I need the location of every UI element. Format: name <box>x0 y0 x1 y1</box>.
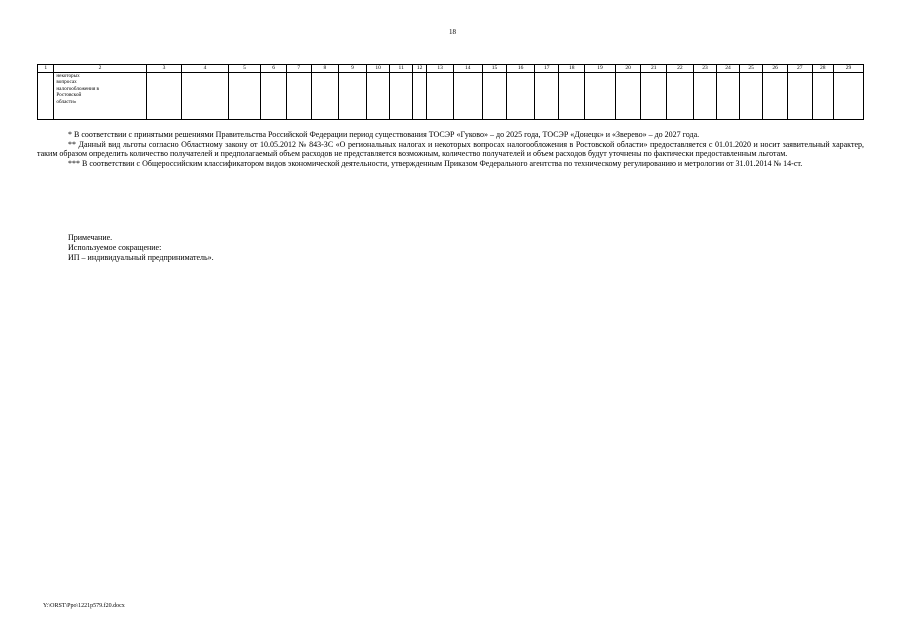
footnote-1: * В соответствии с принятыми решениями Правительства Российской Федерации период существования ТОСЭР «Гуково» – до 2025 года, ТОСЭР «Донецк» и «Зверево» – до 2027 года. <box>68 130 700 139</box>
table-cell <box>834 73 864 120</box>
table-cell <box>534 73 559 120</box>
column-number-cell: 6 <box>261 65 287 73</box>
table-cell <box>146 73 182 120</box>
row-description-line: Ростовской <box>56 92 82 99</box>
remarks <box>68 233 214 264</box>
column-number-cell: 25 <box>739 65 763 73</box>
table-cell <box>812 73 834 120</box>
table-cell <box>763 73 788 120</box>
remarks-subtitle: Используемое сокращение: <box>68 243 162 253</box>
column-number-cell: 12 <box>412 65 426 73</box>
row-description-line: налогообложения в <box>56 85 99 92</box>
data-table <box>37 64 864 120</box>
table-cell <box>739 73 763 120</box>
column-number-cell: 7 <box>286 65 311 73</box>
column-number-cell: 27 <box>787 65 812 73</box>
column-number-cell: 2 <box>54 65 146 73</box>
table-cell <box>667 73 694 120</box>
table-header-row <box>38 65 864 73</box>
table-cell <box>482 73 507 120</box>
column-number-cell: 5 <box>228 65 261 73</box>
column-number-cell: 28 <box>812 65 834 73</box>
column-number-cell: 20 <box>615 65 641 73</box>
column-number-cell: 10 <box>366 65 390 73</box>
table-cell <box>286 73 311 120</box>
column-number-cell: 9 <box>339 65 367 73</box>
table-cell <box>559 73 585 120</box>
column-number-cell: 11 <box>390 65 413 73</box>
column-number-cell: 14 <box>453 65 482 73</box>
column-number-cell: 15 <box>482 65 507 73</box>
column-number-cell: 13 <box>427 65 454 73</box>
column-number-cell: 17 <box>534 65 559 73</box>
file-path: Y:\ORST\Ppo\1221p579.f20.docx <box>43 603 125 609</box>
table-cell <box>390 73 413 120</box>
table-cell <box>641 73 667 120</box>
column-number-cell: 1 <box>38 65 54 73</box>
column-number-cell: 3 <box>146 65 182 73</box>
footnotes <box>37 130 864 168</box>
table-cell <box>427 73 454 120</box>
column-number-cell: 4 <box>182 65 228 73</box>
column-number-cell: 24 <box>717 65 740 73</box>
table-cell <box>693 73 717 120</box>
table-cell <box>182 73 228 120</box>
row-description-line: некоторых <box>56 73 80 79</box>
footnote-2: ** Данный вид льготы согласно Областному закону от 10.05.2012 № 843-ЗС «О региональных налогах и некоторых вопросах налогообложения в Ростовской области» предоставляется с 01.01.2020 и носит заявительный характер, таким образом определить количество получателей и предполагаемый объем расходов не представляется возможным, количество получателей и объем расходов будут уточнены по фактически предоставленным льготам. <box>37 139 864 159</box>
remarks-item: ИП – индивидуальный предприниматель». <box>68 253 214 263</box>
column-number-cell: 16 <box>507 65 535 73</box>
table-cell <box>261 73 287 120</box>
column-number-cell: 26 <box>763 65 788 73</box>
footnote-3: *** В соответствии с Общероссийским классификатором видов экономической деятельности, утвержденным Приказом Федерального агентства по техническому регулированию и метрологии от 31.01.2014 № 14-ст. <box>68 158 803 168</box>
remarks-title: Примечание. <box>68 233 113 242</box>
table-row <box>38 73 864 120</box>
page-number: 18 <box>449 28 456 36</box>
column-number-cell: 29 <box>834 65 864 73</box>
table-cell <box>585 73 616 120</box>
row-description-cell <box>54 73 146 120</box>
row-description-line: области» <box>56 98 77 105</box>
table-cell <box>38 73 54 120</box>
table-cell <box>311 73 339 120</box>
column-number-cell: 23 <box>693 65 717 73</box>
table-cell <box>615 73 641 120</box>
column-number-cell: 8 <box>311 65 339 73</box>
column-number-cell: 22 <box>667 65 694 73</box>
table-cell <box>453 73 482 120</box>
column-number-cell: 19 <box>585 65 616 73</box>
table-cell <box>507 73 535 120</box>
row-description-line: вопросах <box>56 79 77 86</box>
table-cell <box>228 73 261 120</box>
column-number-cell: 18 <box>559 65 585 73</box>
table-cell <box>366 73 390 120</box>
table-cell <box>339 73 367 120</box>
column-number-cell: 21 <box>641 65 667 73</box>
table-cell <box>787 73 812 120</box>
table-cell <box>412 73 426 120</box>
table-cell <box>717 73 740 120</box>
